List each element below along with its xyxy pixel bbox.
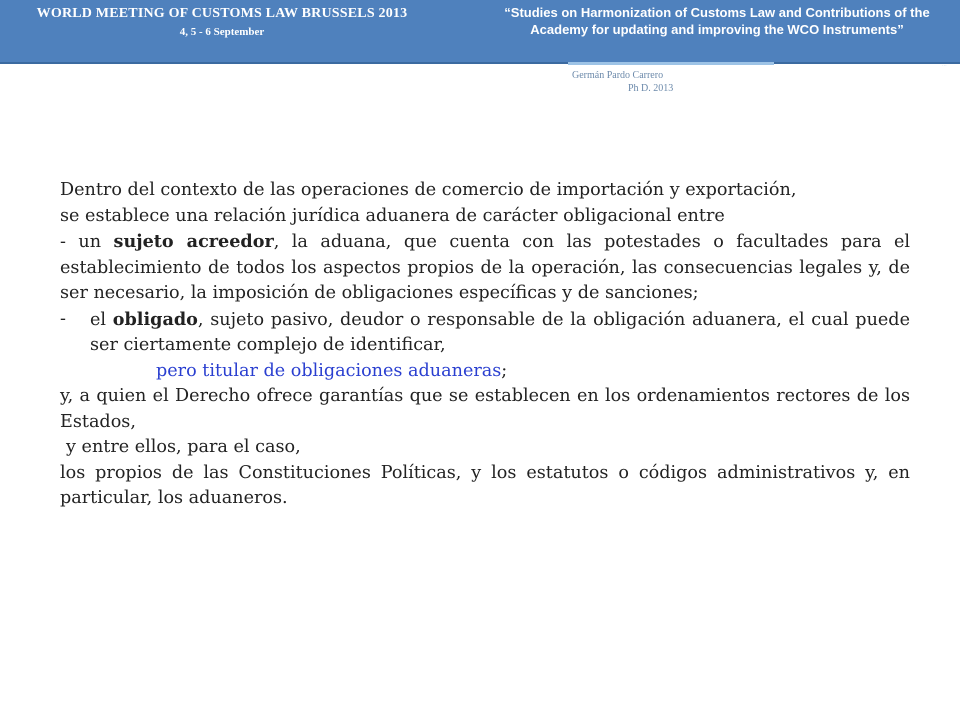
author-credit: [572, 69, 702, 95]
paragraph-constitutions: los propios de las Constituciones Políticas, y los estatutos o códigos administrativos y, en particular, los aduaneros.: [60, 462, 910, 508]
bullet-text: [90, 307, 910, 359]
paragraph-context: Dentro del contexto de las operaciones de comercio de importación y exportación,: [60, 180, 797, 200]
creditor-text: , la aduana, que cuenta con las potestades o facultades para el establecimiento de todos los aspectos propios de la operación, las consecuencias legales y, de ser necesario, la imposición de obligaciones específicas y de sanciones;: [60, 232, 910, 303]
bullet-dash: -: [60, 308, 66, 329]
paragraph-creditor: [60, 229, 910, 307]
paragraph-relation: se establece una relación jurídica aduanera de carácter obligacional entre: [60, 205, 725, 226]
holder-semicolon: ;: [501, 360, 508, 381]
paragraph-among: y entre ellos, para el caso,: [66, 437, 301, 457]
corner-mark: ...: [942, 62, 947, 68]
meeting-title: WORLD MEETING OF CUSTOMS LAW BRUSSELS 2013: [36, 6, 408, 21]
author-name: Germán Pardo Carrero: [572, 70, 664, 81]
meeting-dates: 4, 5 - 6 September: [179, 26, 265, 38]
slide-body: [60, 178, 910, 512]
obligated-text: , sujeto pasivo, deudor o responsable de la obligación aduanera, el cual puede ser ciertamente complejo de identificar,: [90, 309, 910, 355]
header-banner: [0, 0, 960, 64]
obligated-term: obligado: [112, 308, 198, 330]
author-degree: Ph D. 2013: [628, 83, 674, 94]
bullet-obligated: [60, 307, 910, 359]
obligated-prefix: el: [90, 309, 113, 330]
paragraph-holder: [60, 359, 910, 385]
paragraph-guarantees: y, a quien el Derecho ofrece garantías que se establecen en los ordenamientos rectores de los Estados,: [60, 386, 910, 432]
creditor-prefix: - un: [60, 232, 114, 252]
creditor-term: sujeto acreedor: [113, 231, 274, 252]
study-title: “Studies on Harmonization of Customs Law and Contributions of the Academy for updating and improving the WCO Instruments”: [504, 5, 930, 37]
accent-line: [568, 62, 774, 65]
holder-text: pero titular de obligaciones aduaneras: [156, 360, 502, 381]
